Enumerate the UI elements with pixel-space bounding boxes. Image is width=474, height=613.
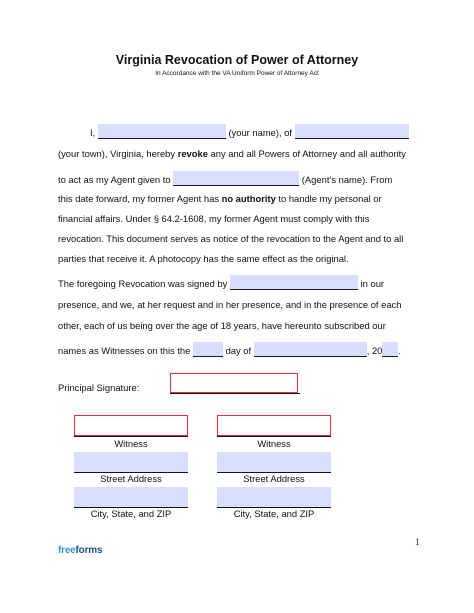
body-line-5: financial affairs. Under § 64.2-1608, my former Agent must comply with this	[58, 213, 370, 224]
witness-2-street-label: Street Address	[243, 473, 305, 484]
body-line-7: parties that receive it. A photocopy has the same effect as the original.	[58, 253, 349, 264]
your-name-field[interactable]	[98, 124, 226, 139]
witness-2-city-field[interactable]	[217, 487, 331, 507]
document-subtitle: In Accordance with the VA Uniform Power of Attorney Act	[155, 70, 319, 77]
principal-signature-field[interactable]	[170, 373, 298, 393]
day-field[interactable]	[193, 342, 223, 357]
page-number: 1	[415, 537, 420, 547]
witness-1-signature-line	[74, 436, 188, 437]
agent-name-field[interactable]	[173, 171, 299, 186]
witness-2-label: Witness	[257, 438, 291, 449]
witness-1-signature-field[interactable]	[74, 415, 188, 436]
body-line-2: (your town), Virginia, hereby revoke any and all Powers of Attorney and all authority	[58, 148, 406, 159]
principal-signature-line	[170, 393, 300, 394]
witness-1-city-field[interactable]	[74, 487, 188, 507]
witness-2-street-field[interactable]	[217, 452, 331, 472]
signer-name-field[interactable]	[230, 275, 358, 290]
body-line-10: other, each of us being over the age of 18 years, have hereunto subscribed our	[58, 320, 386, 331]
witness-2-signature-field[interactable]	[217, 415, 331, 436]
witness-1-label: Witness	[114, 438, 148, 449]
body-line-8: The foregoing Revocation was signed by in our	[58, 275, 418, 290]
body-line-9: presence, and we, at her request and in her presence, and in the presence of each	[58, 299, 402, 310]
witness-1-street-label: Street Address	[100, 473, 162, 484]
body-line-4: this date forward, my former Agent has no authority to handle my personal or	[58, 193, 382, 204]
your-town-field[interactable]	[295, 124, 409, 139]
year-field[interactable]	[382, 342, 398, 357]
body-line-3: to act as my Agent given to (Agent’s name). From	[58, 171, 418, 186]
principal-signature-label: Principal Signature:	[58, 382, 140, 393]
document-title: Virginia Revocation of Power of Attorney	[115, 53, 359, 67]
body-line-1: I, (your name), of	[90, 124, 450, 139]
witness-1-city-label: City, State, and ZIP	[90, 508, 172, 519]
month-field[interactable]	[254, 342, 367, 357]
witness-2-signature-line	[217, 436, 331, 437]
freeforms-logo: freeforms	[58, 545, 103, 556]
witness-2-city-label: City, State, and ZIP	[233, 508, 315, 519]
body-line-11: names as Witnesses on this the day of , 20 .	[58, 342, 418, 357]
body-line-6: revocation. This document serves as notice of the revocation to the Agent and to all	[58, 233, 404, 244]
witness-1-street-field[interactable]	[74, 452, 188, 472]
